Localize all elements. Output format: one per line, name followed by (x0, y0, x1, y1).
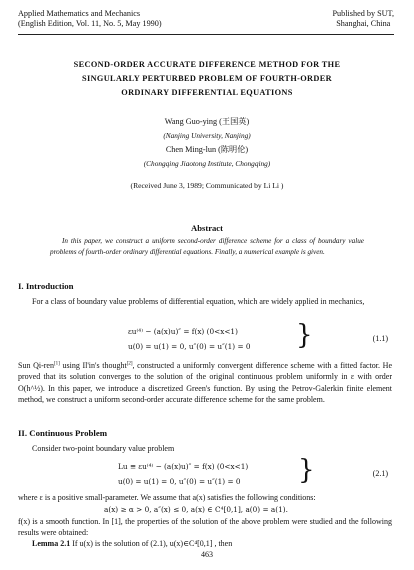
para2-text-b: using Il'in's thought (59, 361, 127, 370)
reference-1: [1] (53, 361, 60, 367)
section-1-heading: I. Introduction (18, 281, 74, 291)
reference-2: [2] (126, 361, 133, 367)
equation-brace: } (296, 319, 313, 351)
author-2: Chen Ming-lun (陈明伦) (165, 145, 249, 154)
equation-number-2-1: (2.1) (372, 469, 388, 478)
abstract-body: In this paper, we construct a uniform second-order difference scheme for a class of boundary value problems of fourth-order ordinary differential equations. Finally, a numerical example is given. (50, 237, 364, 256)
equation-1-1-line-2: u(0) = u(1) = 0, u″(0) = u″(1) = 0 (128, 342, 251, 351)
para2-text-c: , constructed a uniformly convergent difference scheme with a fitted factor. He proved that its solution converges to the solution of the original continuous problem uniformly in ε with order O(h^½). In this paper, we introduce a discretized Green's function. By using the Petrov-Galerkin finite element method, we construct a uniform second-order accurate difference scheme for the same problem. (18, 361, 393, 405)
journal-name: Applied Mathematics and Mechanics (18, 9, 141, 18)
affiliation-1: (Nanjing University, Nanjing) (163, 131, 251, 140)
equation-2-1-line-2: u(0) = u(1) = 0, u″(0) = u″(1) = 0 (118, 477, 241, 486)
equation-2-1-line-1: Lu ≡ εu⁽⁴⁾ − (a(x)u)″ = f(x) (0<x<1) (118, 462, 249, 471)
journal-header (18, 9, 162, 29)
title-line-1: SECOND-ORDER ACCURATE DIFFERENCE METHOD FOR THE (73, 60, 341, 69)
equation-number-1-1: (1.1) (372, 334, 388, 343)
title-line-2: SINGULARLY PERTURBED PROBLEM OF FOURTH-ORDER (82, 74, 332, 83)
lemma-text: If u(x) is the solution of (2.1), u(x)∈C⁴[0,1] , then (70, 539, 233, 548)
publisher-name: Published by SUT, (332, 9, 394, 18)
section-1-paragraph-2 (18, 360, 392, 406)
publisher-header (333, 9, 395, 29)
section-2-heading: II. Continuous Problem (18, 428, 108, 438)
section-2-paragraph-3: f(x) is a smooth function. In [1], the properties of the solution of the above problem were studied and the following results were obtained: (18, 517, 392, 537)
section-1-paragraph-1: For a class of boundary value problems of differential equation, which are widely applied in mechanics, (32, 297, 365, 306)
title-line-3: ORDINARY DIFFERENTIAL EQUATIONS (121, 88, 293, 97)
publisher-location: Shanghai, China (336, 19, 391, 28)
journal-issue: (English Edition, Vol. 11, No. 5, May 1990) (18, 19, 162, 28)
abstract-heading: Abstract (191, 223, 223, 233)
section-2-paragraph-1: Consider two-point boundary value problem (32, 444, 175, 453)
para2-text-a: Sun Qi-ren (18, 361, 54, 370)
header-rule (18, 34, 394, 35)
equation-1-1-line-1: εu⁽⁴⁾ − (a(x)u)″ = f(x) (0<x<1) (128, 327, 238, 336)
lemma-heading: Lemma 2.1 (32, 539, 71, 548)
author-1: Wang Guo-ying (王国英) (164, 117, 250, 126)
lemma-2-1 (18, 539, 392, 549)
paper-title (20, 58, 394, 100)
received-note: (Received June 3, 1989; Communicated by Li Li ) (130, 181, 284, 190)
conditions-line: a(x) ≥ α > 0, a″(x) ≤ 0, a(x) ∈ C⁴[0,1], a(0) = a(1). (104, 505, 288, 514)
equation-brace-2: } (298, 454, 315, 486)
affiliation-2: (Chongqing Jiaotong Institute, Chongqing) (143, 159, 271, 168)
page-number: 463 (201, 550, 213, 559)
section-2-paragraph-2: where ε is a positive small-parameter. We assume that a(x) satisfies the following conditions: (18, 493, 316, 502)
